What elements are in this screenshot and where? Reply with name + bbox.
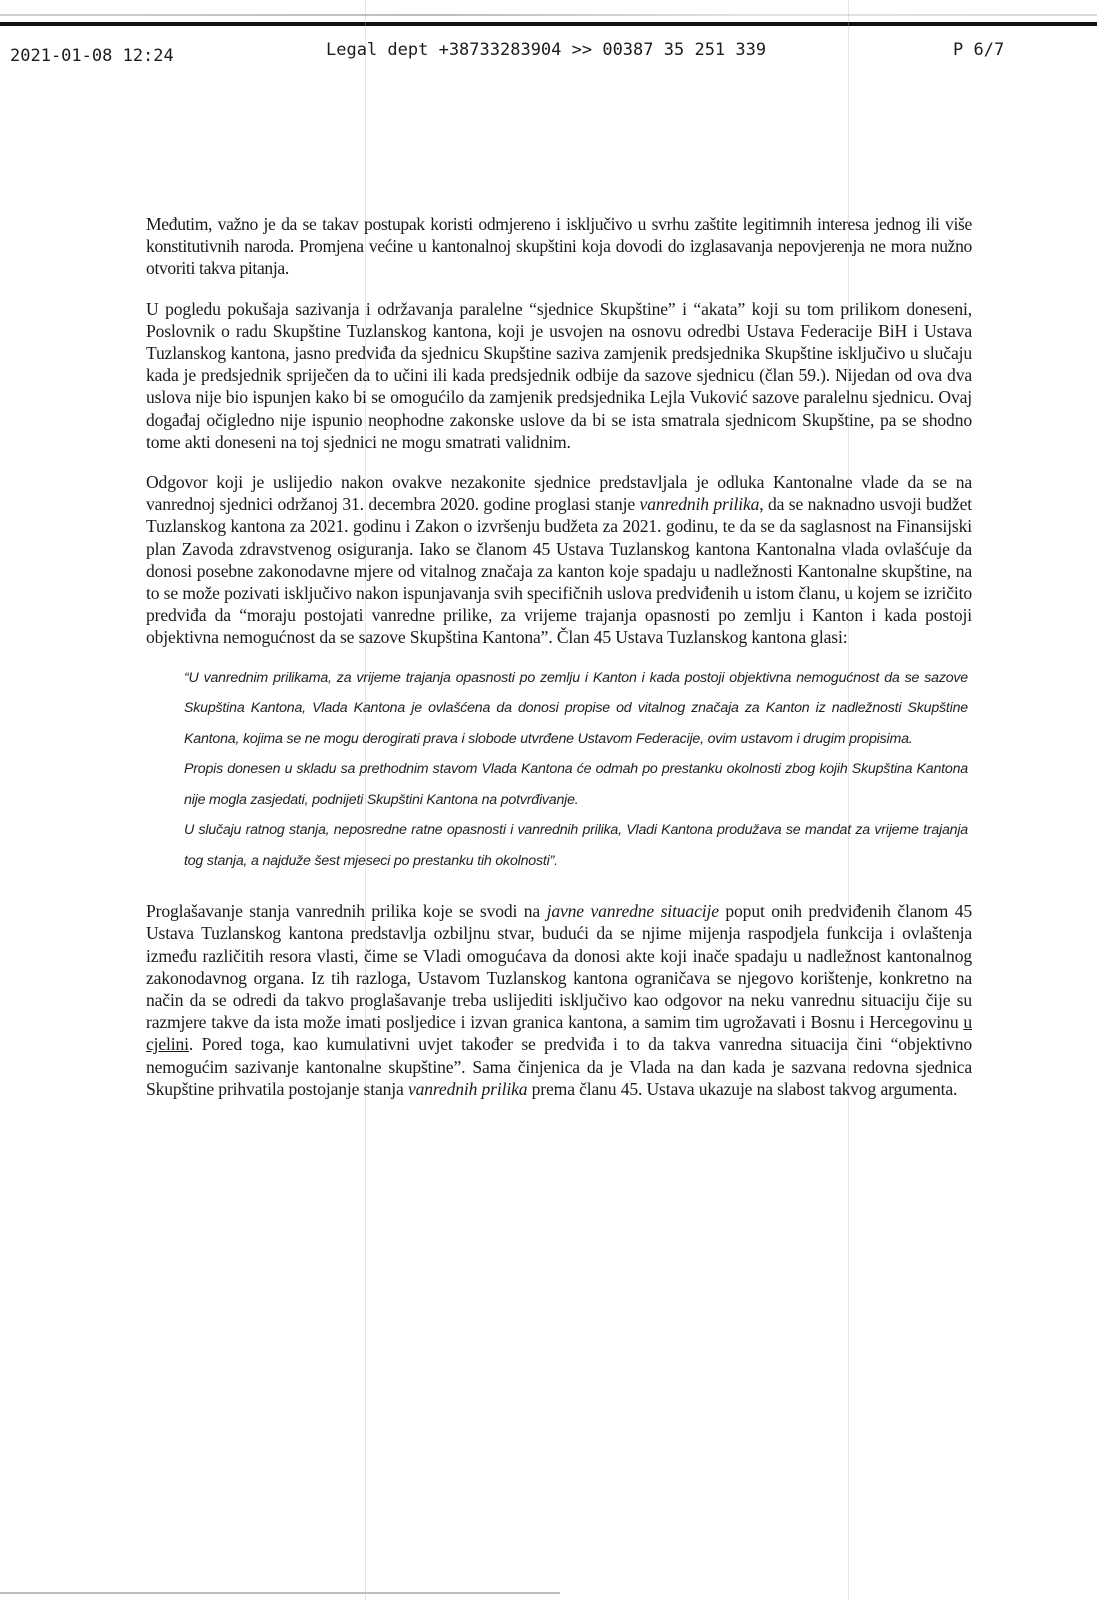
paragraph-text: Odgovor koji je uslijedio nakon ovakve nezakonite sjednice predstavljala je odluka Kantonalne vlade da se na vanrednoj sjednici održanoj 31. decembra 2020. godine proglasi stanje [146, 472, 972, 515]
paragraph-text: , da se naknadno usvoji budžet Tuzlanskog kantona za 2021. godinu i Zakon o izvršenju budžeta za 2021. godinu, te da se da saglasnost na Finansijski plan Zavoda zdravstvenog osiguranja. Iako se članom 45 Ustava Tuzlanskog kantona Kantonalna vlada ovlašćuje da donosi posebne zakonodavne mjere od vitalnog značaja za kanton koje spadaju u nadležnosti Kantonalne skupštine, na to se može pozivati isključivo nakon ispunjavanja svih specifičnih uslova predviđenih u istom članu, u kojem se izričito predviđa da “moraju postojati vanredne prilike, za vrijeme trajanja opasnosti po zemlju i Kanton i kada postoji objektivna nemogućnost da se sazove Skupština Kantona”. Član 45 Ustava Tuzlanskog kantona glasi: [146, 494, 972, 648]
quote-paragraph: U slučaju ratnog stanja, neposredne ratne opasnosti i vanrednih prilika, Vladi Kantona produžava se mandat za vrijeme trajanja tog stanja, a najduže šest mjeseci po prestanku tih okolnosti”. [184, 822, 968, 869]
paragraph-government-response [146, 471, 972, 649]
emphasis-text: vanrednih prilika [639, 494, 760, 515]
emphasis-text: javne vanredne situacije [546, 901, 719, 922]
scan-edge-line [0, 1592, 560, 1594]
paragraph-text: Proglašavanje stanja vanrednih prilika koje se svodi na [146, 901, 547, 922]
fax-datetime: 2021-01-08 12:24 [10, 46, 174, 66]
paragraph-text: poput onih predviđenih članom 45 Ustava Tuzlanskog kantona predstavlja ozbiljnu stvar, budući da se njime mijenja raspodjela funkcija i ovlaštenja između različitih resora vlasti, čime se Vladi omogućava da donosi akte koji inače spadaju u nadležnost kantonalnog zakonodavnog organa. Iz tih razloga, Ustavom Tuzlanskog kantona ograničava se njegovo korištenje, konkretno na način da se odredi da takvo proglašavanje treba uslijediti isključivo kao odgovor na neku vanrednu situaciju čije su razmjere takve da ista može imati posljedice i izvan granica kantona, a samim tim ugrožavati i Bosnu i Hercegovinu [146, 901, 973, 1033]
fax-route: Legal dept +38733283904 >> 00387 35 251 339 [326, 40, 767, 60]
scan-edge-line [0, 14, 1097, 16]
paragraph-text: prema članu 45. Ustava ukazuje na slabost takvog argumenta. [527, 1078, 958, 1099]
quote-paragraph: “U vanrednim prilikama, za vrijeme trajanja opasnosti po zemlju i Kanton i kada postoji objektivna nemogućnost da se sazove Skupština Kantona, Vlada Kantona je ovlašćena da donosi propise od vitalnog značaja za Kanton iz nadležnosti Skupštine Kantona, kojima se ne mogu derogirati prava i slobode utvrđene Ustavom Federacije, ovim ustavom i drugim propisima. [184, 669, 968, 747]
paragraph-conclusion [146, 900, 972, 1100]
paragraph-text: . Pored toga, kao kumulativni uvjet također se predviđa i to da takva vanredna situacija čini “objektivno nemogućim sazivanje kantonalne skupštine”. Sama činjenica da je Vlada na dan kada je sazvana redovna sjednica Skupštine prihvatila postojanje stanja [146, 1034, 972, 1099]
underlined-text: u cjelini [146, 1012, 972, 1055]
paragraph-parallel-session: U pogledu pokušaja sazivanja i održavanja paralelne “sjednice Skupštine” i “akata” koji su tom prilikom doneseni, Poslovnik o radu Skupštine Tuzlanskog kantona, koji je usvojen na osnovu odredbi Ustava Federacije BiH i Ustava Tuzlanskog kantona, jasno predviđa da sjednicu Skupštine saziva zamjenik predsjednika Skupštine isključivo u slučaju kada je predsjednik spriječen da to učini ili kada predsjednik odbije da sazove sjednicu (član 59.). Nijedan od ova dva uslova nije bio ispunjen kako bi se omogućilo da zamjenik predsjednika Lejla Vuković sazove paralelnu sjednicu. Ovaj događaj očigledno nije ispunio neophodne zakonske uslove da bi se ista smatrala sjednicom Skupštine, pa se shodno tome akti doneseni na toj sjednici ne mogu smatrati validnim. [146, 298, 972, 452]
article-45-quote [184, 663, 968, 877]
emphasis-text: vanrednih prilika [407, 1078, 528, 1099]
fax-header-rule [0, 22, 1097, 26]
quote-paragraph: Propis donesen u skladu sa prethodnim stavom Vlada Kantona će odmah po prestanku okolnosti zbog kojih Skupština Kantona nije mogla zasjedati, podnijeti Skupštini Kantona na potvrđivanje. [184, 761, 968, 808]
fax-header [0, 40, 1097, 70]
document-body [146, 213, 972, 1118]
paragraph-intro: Međutim, važno je da se takav postupak koristi odmjereno i isključivo u svrhu zaštite legitimnih interesa jednog ili više konstitutivnih naroda. Promjena većine u kantonalnoj skupštini koja dovodi do izglasavanja nepovjerenja ne mora nužno otvoriti takva pitanja. [146, 214, 972, 279]
fax-page-number: P 6/7 [953, 40, 1005, 60]
